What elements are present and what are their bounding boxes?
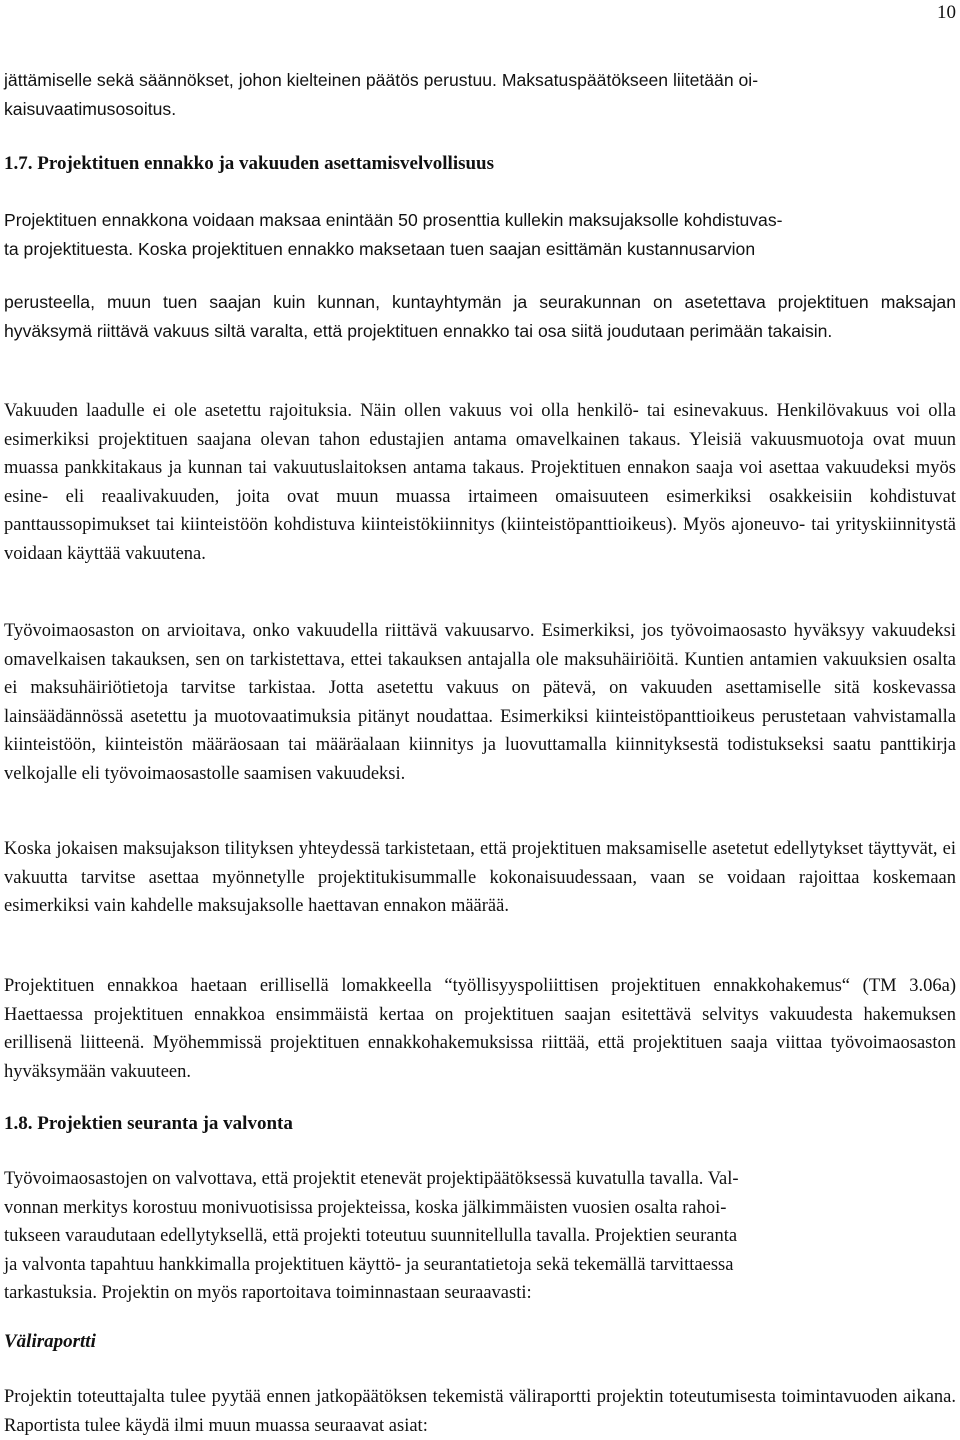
section-heading-1-7: 1.7. Projektituen ennakko ja vakuuden asettamisvelvollisuus — [4, 153, 495, 174]
text-line: ja valvonta tapahtuu hankkimalla projektituen käyttö- ja seurantatietoja sekä tekemällä tarvittaessa — [4, 1254, 734, 1275]
paragraph-haetaan: Projektituen ennakkoa haetaan erillisellä lomakkeella “työllisyyspoliittisen projektituen ennakkohakemus“ (TM 3.06a) Haettaessa projektituen ennakkoa ensimmäistä kertaa on projektituen saajan esitettävä selvitys vakuudesta hakemuksen erillisenä liitteenä. Myöhemmissä projektituen ennakkohakemuksissa riittää, että projektituen saaja viittaa työvoimaosaston hyväksymään vakuuteen. — [4, 976, 956, 1082]
text-line: Projektituen ennakkona voidaan maksaa enintään 50 prosenttia kullekin maksujaksolle kohdistuvas- — [4, 210, 783, 230]
paragraph-tyovoimaosasto: Työvoimaosaston on arvioitava, onko vakuudella riittävä vakuusarvo. Esimerkiksi, jos työvoimaosasto hyväksyy vakuudeksi omavelkaisen takauksen, sen on tarkistettava, ettei takauksen antajalla ole maksuhäiriöitä. Kuntien antamien vakuuksien osalta ei maksuhäiriötietoja tarvitse tarkistaa. Jotta asetettu vakuus on pätevä, on vakuuden asettamiselle sitä koskevassa lainsäädännössä asetettu ja muotovaatimuksia pitänyt noudattaa. Esimerkiksi kiinteistöpanttioikeus perustetaan vahvistamalla kiinteistöön, kiinteistön määräosaan tai määräalaan kiinnitys ja luovuttamalla kiinnityksestä todistukseksi saatu panttikirja velkojalle eli työvoimaosastolle saamisen vakuudeksi. — [4, 621, 956, 784]
subheading-valiraportti: Väliraportti — [4, 1331, 96, 1352]
paragraph-intro — [4, 66, 956, 123]
text-line: ta projektituesta. Koska projektituen ennakko maksetaan tuen saajan esittämän kustannusarvion — [4, 238, 756, 259]
paragraph-ennakko — [4, 206, 956, 263]
section-heading-1-8: 1.8. Projektien seuranta ja valvonta — [4, 1113, 293, 1134]
text-line: jättämiselle sekä säännökset, johon kielteinen päätös perustuu. Maksatuspäätökseen liitetään oi- — [4, 70, 759, 90]
text-line: tukseen varaudutaan edellytyksellä, että projekti toteutuu suunnitellulla tavalla. Projektien seuranta — [4, 1226, 738, 1246]
paragraph-valiraportti: Projektin toteuttajalta tulee pyytää ennen jatkopäätöksen tekemistä väliraportti projektin toteutumisesta toimintavuoden aikana. Raportista tulee käydä ilmi muun muassa seuraavat asiat: — [4, 1387, 956, 1436]
text-line: tarkastuksia. Projektin on myös raportoitava toiminnastaan seuraavasti: — [4, 1283, 532, 1303]
text-line: kaisuvaatimusosoitus. — [4, 98, 177, 119]
paragraph-koska-jokaisen: Koska jokaisen maksujakson tilityksen yhteydessä tarkistetaan, että projektituen maksamiselle asetetut edellytykset täyttyvät, ei vakuutta tarvitse asettaa myönnetylle projektitukisummalle kokonaisuudessaan, vaan se voidaan rajoittaa koskemaan esimerkiksi vain kahdelle maksujaksolle haettavan ennakon määrää. — [4, 839, 956, 916]
text-line: Työvoimaosastojen on valvottava, että projektit etenevät projektipäätöksessä kuvatulla tavalla. Val- — [4, 1169, 739, 1189]
paragraph-vakuuden-laatu: Vakuuden laadulle ei ole asetettu rajoituksia. Näin ollen vakuus voi olla henkilö- tai esinevakuus. Henkilövakuus voi olla esimerkiksi projektituen saajana olevan tahon edustajien antama omavelkainen takaus. Yleisiä vakuusmuotoja ovat muun muassa pankkitakaus ja kunnan tai vakuutuslaitoksen antama takaus. Projektituen ennakon saaja voi asettaa vakuudeksi myös esine- eli reaalivakuuden, joita ovat muun muassa irtaimeen omaisuuteen esimerkiksi osakkeisiin kohdistuvat panttaussopimukset tai kiinteistöön kohdistuva kiinteistökiinnitys (kiinteistöpanttioikeus). Myös ajoneuvo- tai yrityskiinnitystä voidaan käyttää vakuutena. — [4, 401, 956, 564]
paragraph-seuranta — [4, 1165, 956, 1308]
page-number: 10 — [937, 2, 956, 23]
text-line: vonnan merkitys korostuu monivuotisissa projekteissa, koska jälkimmäisten vuosien osalta rahoi- — [4, 1197, 727, 1218]
paragraph-perusteella: perusteella, muun tuen saajan kuin kunnan, kuntayhtymän ja seurakunnan on asetettava projektituen maksajan hyväksymä riittävä vakuus siltä varalta, että projektituen ennakko tai osa siitä joudutaan perimään takaisin. — [4, 292, 956, 341]
